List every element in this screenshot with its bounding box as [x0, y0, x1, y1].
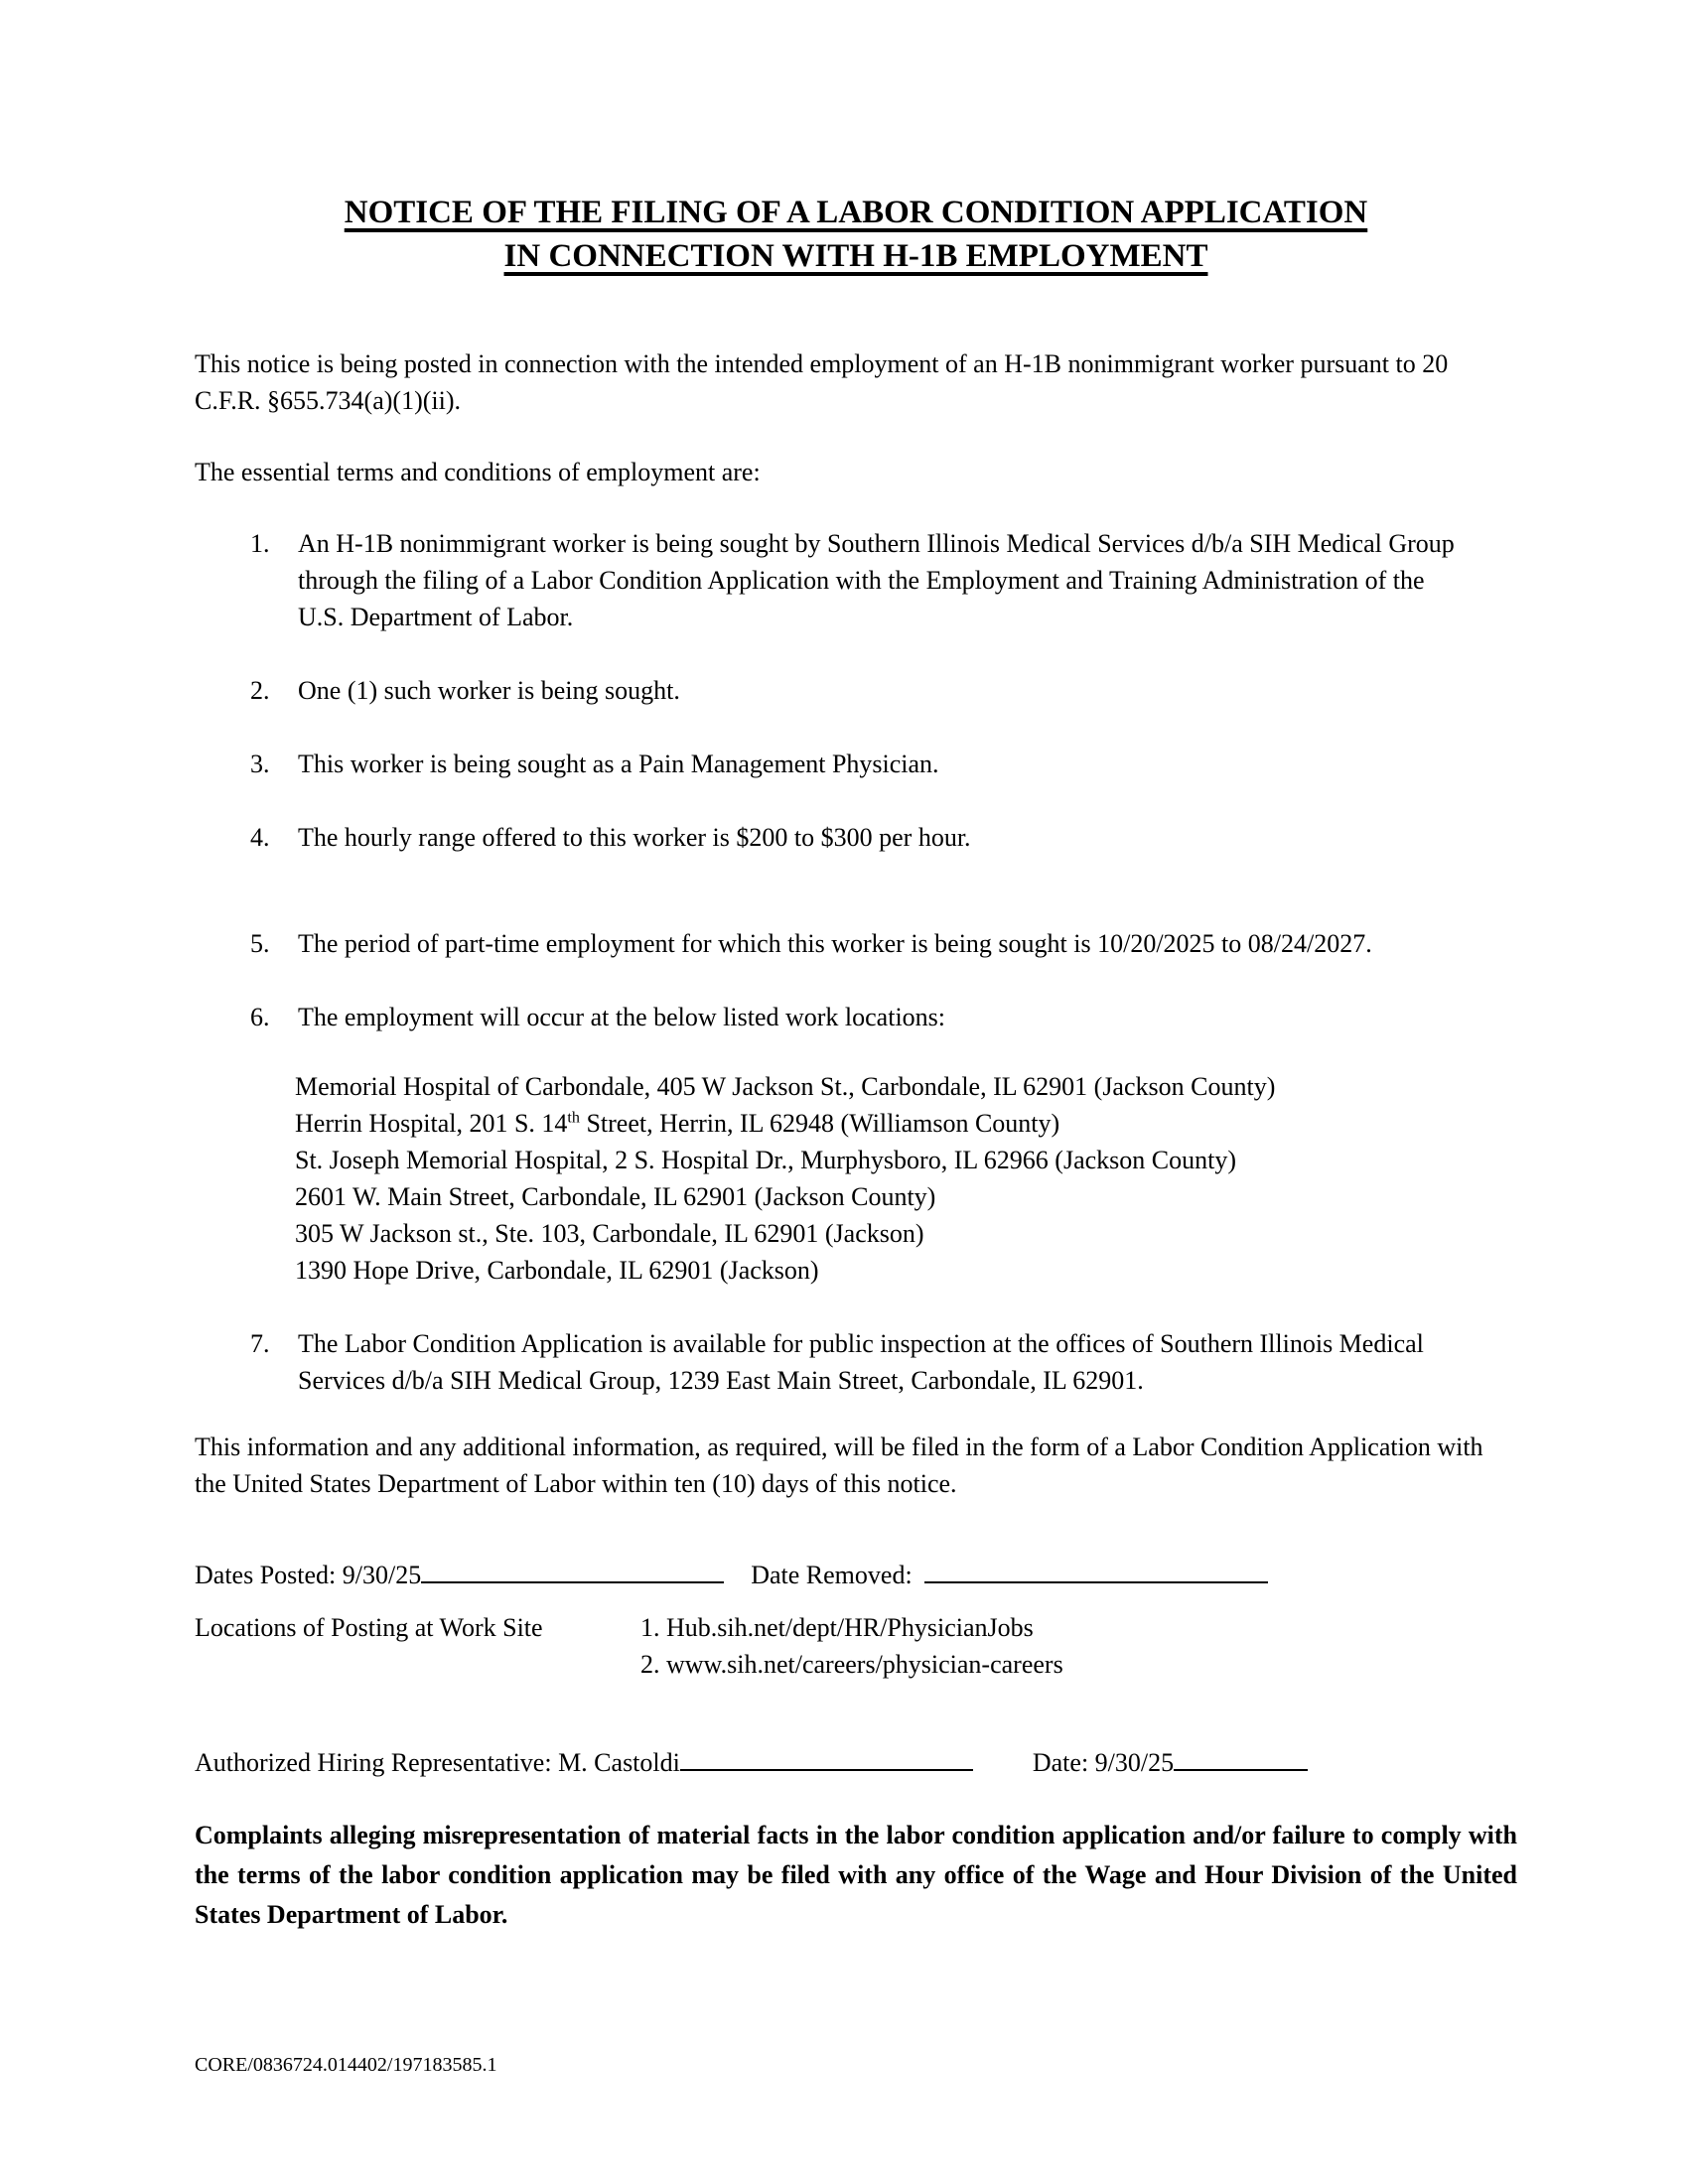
- work-locations-list: [295, 1068, 1517, 1289]
- item-text: The period of part-time employment for which this worker is being sought is 10/20/2025 to 08/24/2027.: [298, 929, 1372, 958]
- work-location-line: [295, 1215, 1517, 1252]
- posting-site-list: [640, 1609, 1063, 1683]
- numbered-list: [195, 525, 1517, 1399]
- item-text: The employment will occur at the below listed work locations:: [298, 1003, 946, 1031]
- list-item-6: [195, 999, 1517, 1035]
- document-footer-code: CORE/0836724.014402/197183585.1: [195, 2054, 497, 2076]
- location-ordinal: th: [567, 1109, 580, 1127]
- list-item-5: [195, 925, 1517, 962]
- dates-posted-value: 9/30/25: [342, 1561, 422, 1589]
- date-removed-blank-line: [924, 1558, 1268, 1583]
- location-text: 1390 Hope Drive, Carbondale, IL 62901 (Jackson): [295, 1256, 819, 1285]
- item-text: An H-1B nonimmigrant worker is being sought by Southern Illinois Medical Services d/b/a SIH Medical Group through the filing of a Labor Condition Application with the Employment and Training Administration of the U.S. Department of Labor.: [298, 529, 1455, 631]
- work-location-line: [295, 1068, 1517, 1105]
- posting-site: 2. www.sih.net/careers/physician-careers: [640, 1650, 1063, 1679]
- list-item-7: [195, 1325, 1517, 1399]
- dates-posted-blank-line: [421, 1558, 724, 1583]
- location-text: 2601 W. Main Street, Carbondale, IL 62901 (Jackson County): [295, 1182, 936, 1211]
- terms-intro: The essential terms and conditions of employment are:: [195, 458, 761, 486]
- document-title-line1-text: NOTICE OF THE FILING OF A LABOR CONDITION APPLICATION: [344, 195, 1368, 230]
- date-removed-label: Date Removed:: [751, 1561, 913, 1589]
- signature-date-blank-line: [1174, 1745, 1308, 1771]
- rep-signature-blank-line: [680, 1745, 973, 1771]
- posting-locations-row: [195, 1609, 1517, 1683]
- item-number: 3.: [250, 750, 270, 778]
- work-location-line: [295, 1178, 1517, 1215]
- signature-row: [195, 1744, 1517, 1781]
- work-location-line: [295, 1252, 1517, 1289]
- hiring-rep-value: M. Castoldi: [558, 1748, 680, 1777]
- posting-locations-label: Locations of Posting at Work Site: [195, 1613, 543, 1642]
- list-item-3: [195, 746, 1517, 782]
- signature-date-label: Date:: [1032, 1748, 1089, 1777]
- item-number: 4.: [250, 823, 270, 852]
- document-title: [195, 191, 1517, 278]
- item-number: 1.: [250, 529, 270, 558]
- dates-posted-label: Dates Posted:: [195, 1561, 337, 1589]
- document-title-line2: [195, 234, 1517, 278]
- item-text: This worker is being sought as a Pain Management Physician.: [298, 750, 939, 778]
- hiring-rep-label: Authorized Hiring Representative:: [195, 1748, 552, 1777]
- document-content: [195, 191, 1517, 1935]
- work-location-line: [295, 1105, 1517, 1142]
- item-text: The hourly range offered to this worker is $200 to $300 per hour.: [298, 823, 971, 852]
- intro-paragraph: This notice is being posted in connection with the intended employment of an H-1B nonimmigrant worker pursuant to 20 C.F.R. §655.734(a)(1)(ii).: [195, 349, 1449, 415]
- location-text: 305 W Jackson st., Ste. 103, Carbondale, IL 62901 (Jackson): [295, 1219, 924, 1248]
- item-number: 7.: [250, 1329, 270, 1358]
- posting-site: 1. Hub.sih.net/dept/HR/PhysicianJobs: [640, 1613, 1034, 1642]
- complaints-paragraph: Complaints alleging misrepresentation of material facts in the labor condition application and/or failure to comply with the terms of the labor condition application may be filed with any office of the Wage and Hour Division of the United States Department of Labor.: [195, 1821, 1517, 1929]
- list-item-1: [195, 525, 1517, 635]
- location-text: Memorial Hospital of Carbondale, 405 W Jackson St., Carbondale, IL 62901 (Jackson County): [295, 1072, 1276, 1101]
- signature-date-value: 9/30/25: [1094, 1748, 1175, 1777]
- document-title-line2-text: IN CONNECTION WITH H-1B EMPLOYMENT: [503, 238, 1208, 274]
- item-text: The Labor Condition Application is available for public inspection at the offices of Southern Illinois Medical Services d/b/a SIH Medical Group, 1239 East Main Street, Carbondale, IL 62901.: [298, 1329, 1424, 1395]
- item-number: 2.: [250, 676, 270, 705]
- item-number: 5.: [250, 929, 270, 958]
- item-text: One (1) such worker is being sought.: [298, 676, 680, 705]
- dates-row: [195, 1557, 1517, 1593]
- list-item-4: [195, 819, 1517, 856]
- location-text: St. Joseph Memorial Hospital, 2 S. Hospital Dr., Murphysboro, IL 62966 (Jackson County): [295, 1146, 1236, 1174]
- document-title-line1: [195, 191, 1517, 234]
- item-number: 6.: [250, 1003, 270, 1031]
- location-text-tail: Street, Herrin, IL 62948 (Williamson County): [579, 1109, 1060, 1138]
- location-text: Herrin Hospital, 201 S. 14: [295, 1109, 568, 1138]
- list-item-2: [195, 672, 1517, 709]
- filing-note-paragraph: This information and any additional information, as required, will be filed in the form of a Labor Condition Application with the United States Department of Labor within ten (10) days of this notice.: [195, 1433, 1483, 1498]
- work-location-line: [295, 1142, 1517, 1178]
